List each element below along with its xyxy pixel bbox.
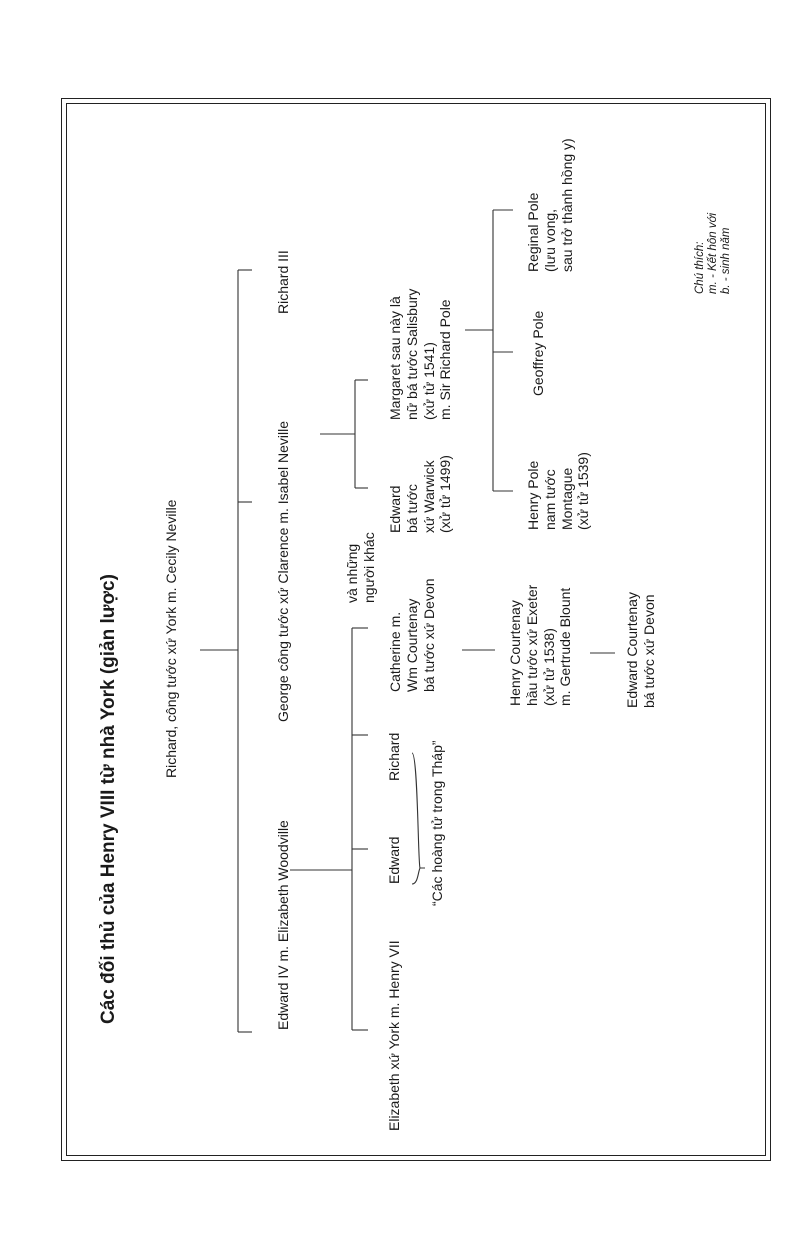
princes-in-tower-note: “Các hoàng tử trong Tháp”: [429, 740, 445, 906]
warwick-line-3: xứ Warwick: [420, 460, 437, 533]
person-edward-warwick: [387, 455, 454, 533]
henry-pole-line-1: Henry Pole: [525, 460, 541, 530]
root-person: Richard, công tước xứ York m. Cecily Neville: [163, 499, 179, 778]
henry-courtenay-line-3: (xử tử 1538): [540, 628, 557, 706]
others-line-1: và những: [344, 543, 360, 603]
henry-pole-line-2: nam tước: [541, 469, 558, 530]
margaret-line-2: nữ bá tước Salisbury: [403, 288, 420, 420]
catherine-line-2: Wm Courtenay: [403, 598, 420, 692]
and-others-note: [344, 532, 378, 603]
legend-married: m. - Kết hôn với: [707, 212, 719, 294]
henry-courtenay-line-1: Henry Courtenay: [507, 600, 523, 706]
edward-courtenay-line-1: Edward Courtenay: [624, 592, 640, 708]
catherine-line-1: Catherine m.: [387, 611, 403, 692]
person-edward-courtenay: [624, 592, 658, 708]
henry-pole-line-4: (xử tử 1539): [575, 452, 592, 530]
person-elizabeth-of-york: Elizabeth xứ York m. Henry VII: [386, 940, 402, 1131]
warwick-line-4: (xử tử 1499): [437, 455, 454, 533]
margaret-line-1: Margaret sau này là: [387, 296, 403, 420]
diagram-title: Các đối thủ của Henry VIII từ nhà York (giản lược): [98, 574, 119, 1024]
person-george-clarence: George công tước xứ Clarence m. Isabel Neville: [275, 420, 291, 722]
person-richard-iii: Richard III: [275, 250, 291, 314]
princes-brace: [412, 753, 425, 884]
person-catherine: [387, 578, 437, 692]
others-line-2: người khác: [360, 532, 377, 603]
legend-title: Chú thích:: [694, 241, 706, 294]
person-richard-prince: Richard: [386, 732, 402, 781]
reginal-line-1: Reginal Pole: [525, 192, 541, 272]
legend: [694, 213, 733, 294]
margaret-line-4: m. Sir Richard Pole: [437, 299, 454, 420]
reginal-line-3: sau trở thành hồng y): [558, 138, 575, 272]
person-reginal-pole: [525, 138, 575, 272]
reginal-line-2: (lưu vong,: [541, 208, 558, 272]
person-edward-prince: Edward: [386, 836, 402, 884]
henry-pole-line-3: Montague: [558, 467, 575, 530]
person-margaret-salisbury: [387, 289, 454, 420]
henry-courtenay-line-4: m. Gertrude Blount: [557, 587, 574, 706]
warwick-line-1: Edward: [387, 485, 403, 533]
catherine-line-3: bá tước xứ Devon: [420, 578, 437, 692]
edward-courtenay-line-2: bá tước xứ Devon: [640, 594, 657, 708]
margaret-line-3: (xử tử 1541): [420, 342, 437, 420]
person-edward-iv: Edward IV m. Elizabeth Woodville: [275, 820, 291, 1030]
henry-courtenay-line-2: hầu tước xứ Exeter: [523, 584, 540, 706]
person-henry-courtenay: [507, 585, 574, 706]
legend-born: b. - sinh năm: [720, 227, 732, 294]
person-henry-pole: [525, 452, 592, 530]
warwick-line-2: bá tước: [403, 484, 420, 533]
person-geoffrey-pole: Geoffrey Pole: [530, 310, 546, 396]
